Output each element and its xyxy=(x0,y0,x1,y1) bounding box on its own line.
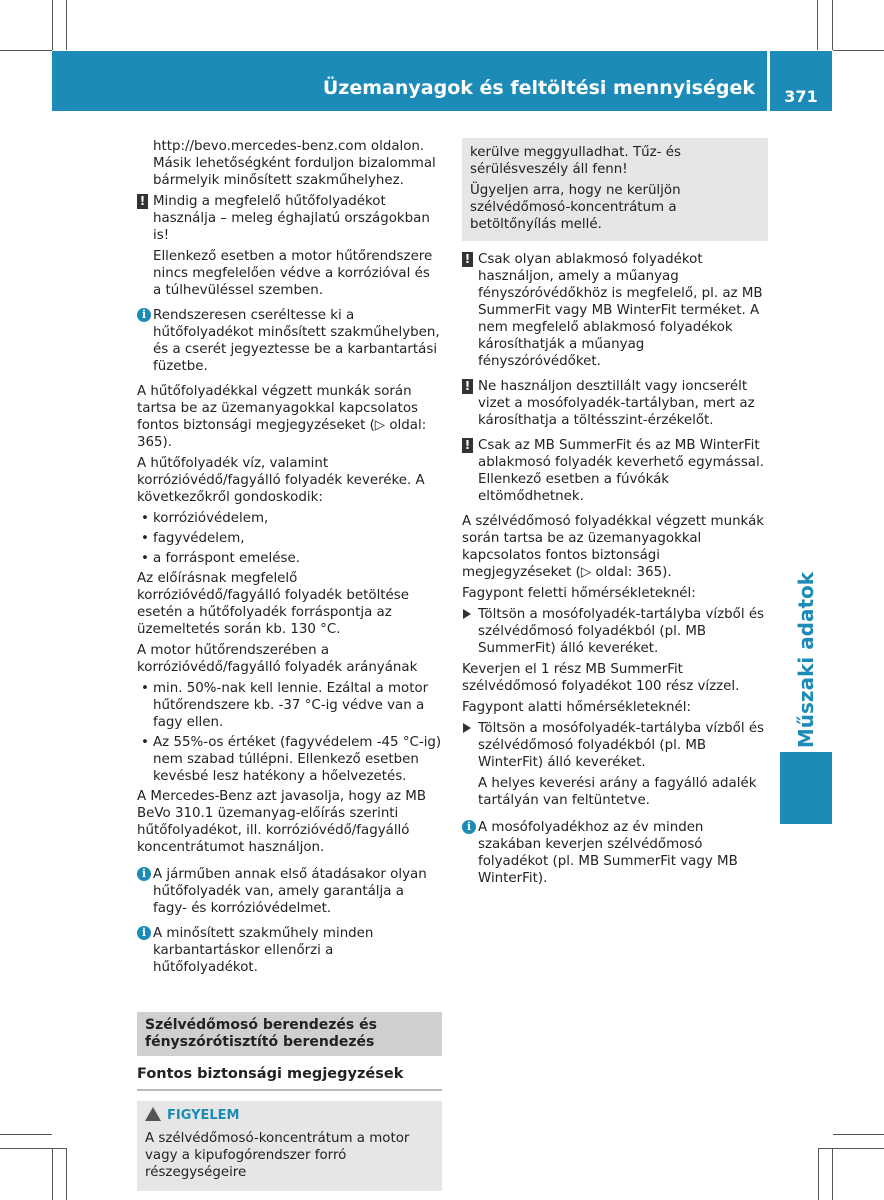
step-text: Töltsön a mosófolyadék-tartályba vízből és szélvédőmosó folyadékból (pl. MB WinterFit) álló keveréket. xyxy=(478,721,765,770)
list-item: • fagyvédelem, xyxy=(137,530,442,547)
page-title: Üzemanyagok és feltöltési mennyiségek xyxy=(322,77,755,99)
paragraph: Az előírásnak megfelelő korrózióvédő/fagyálló folyadék betöltése esetén a hűtőfolyadék forráspontja az üzemeltetés során kb. 130 °C. xyxy=(137,571,410,637)
paragraph: Mindig a megfelelő hűtőfolyadékot használja – meleg éghajlatú országokban is! xyxy=(153,194,430,243)
paragraph: A motor hűtőrendszerében a korrózióvédő/fagyálló folyadék arányának xyxy=(137,643,418,675)
crop-mark xyxy=(52,0,53,50)
list-item: • Az 55%-os értéket (fagyvédelem -45 °C-ig) nem szabad túllépni. Ellenkező esetben kevésbé lesz hatékony a hőelvezetés. xyxy=(137,734,442,785)
crop-mark xyxy=(66,0,67,50)
crop-mark xyxy=(66,1148,67,1200)
info-note xyxy=(137,866,442,917)
paragraph: Fagypont feletti hőmérsékleteknél: xyxy=(462,586,696,601)
crop-mark xyxy=(52,1148,53,1200)
paragraph: http://bevo.mercedes-benz.com oldalon. Másik lehetőségként forduljon bizalommal bármelyik minősített szakműhelyhez. xyxy=(153,139,436,188)
paragraph: Fagypont alatti hőmérsékleteknél: xyxy=(462,700,691,715)
paragraph: Ellenkező esetben a motor hűtőrendszere nincs megfelelően védve a korrózióval és a túlhevüléssel szemben. xyxy=(153,249,433,298)
paragraph: A mosófolyadékhoz az év minden szakában keverjen szélvédőmosó folyadékot (pl. MB SummerFit vagy MB WinterFit). xyxy=(478,820,738,886)
crop-mark xyxy=(818,1148,819,1200)
crop-mark xyxy=(0,50,52,51)
paragraph: Csak olyan ablakmosó folyadékot használjon, amely a műanyag fényszóróvédőkhöz is megfelelő, pl. az MB SummerFit vagy MB WinterFit terméket. A nem megfelelő ablakmosó folyadékok károsíthatják a műanyag fényszóróvédőket. xyxy=(478,252,763,369)
crop-mark xyxy=(0,1134,52,1135)
info-icon: i xyxy=(137,308,151,322)
warning-box xyxy=(137,1101,442,1191)
paragraph: Ne használjon desztillált vagy ioncserélt vizet a mosófolyadék-tartályban, mert az károsíthatja a töltésszint-érzékelőt. xyxy=(478,379,755,428)
crop-mark xyxy=(832,1148,833,1200)
crop-mark xyxy=(833,50,884,51)
caution-note xyxy=(462,437,768,505)
section-tab-marker xyxy=(780,752,832,824)
step-arrow-icon xyxy=(463,609,471,619)
page-number: 371 xyxy=(770,51,832,111)
list-item: • a forráspont emelése. xyxy=(137,550,442,567)
caution-note xyxy=(137,193,442,299)
paragraph: kerülve meggyulladhat. Tűz- és sérülésveszély áll fenn! xyxy=(470,145,681,177)
list-item: • min. 50%-nak kell lennie. Ezáltal a motor hűtőrendszere kb. -37 °C-ig védve van a fagy ellen. xyxy=(137,680,442,731)
caution-note xyxy=(462,251,768,370)
warning-box-continued xyxy=(462,138,768,241)
paragraph: A szélvédőmosó folyadékkal végzett munkák során tartsa be az üzemanyagokkal kapcsolatos fontos biztonsági megjegyzéseket (▷ oldal: 365). xyxy=(462,514,765,580)
info-note xyxy=(462,819,768,887)
paragraph: A minősített szakműhely minden karbantartáskor ellenőrzi a hűtőfolyadékot. xyxy=(153,926,374,975)
paragraph: Ügyeljen arra, hogy ne kerüljön szélvédőmosó-koncentrátum a betöltőnyílás mellé. xyxy=(470,183,681,232)
paragraph: Rendszeresen cseréltesse ki a hűtőfolyadékot minősített szakműhelyben, és a cserét jegyeztesse be a karbantartási füzetbe. xyxy=(153,308,440,374)
step-text: Töltsön a mosófolyadék-tartályba vízből és szélvédőmosó folyadékból (pl. MB SummerFit) álló keveréket. xyxy=(478,607,765,656)
crop-mark xyxy=(833,1134,884,1135)
left-column xyxy=(137,138,442,1191)
crop-mark xyxy=(832,0,833,50)
info-icon: i xyxy=(462,820,476,834)
step-arrow-icon xyxy=(463,723,471,733)
info-icon: i xyxy=(137,867,151,881)
crop-mark xyxy=(0,1148,66,1149)
crop-mark xyxy=(818,1148,884,1149)
paragraph: A Mercedes-Benz azt javasolja, hogy az MB BeVo 310.1 üzemanyag-előírás szerinti hűtőfolyadékot, ill. korrózióvédő/fagyálló koncentrátumot használjon. xyxy=(137,789,427,855)
section-tab xyxy=(780,570,832,750)
list-item: • korrózióvédelem, xyxy=(137,510,442,527)
header-bar xyxy=(52,51,767,111)
warning-title-row xyxy=(145,1107,434,1124)
exclamation-icon: ! xyxy=(462,252,473,267)
exclamation-icon: ! xyxy=(462,438,473,453)
paragraph: A helyes keverési arány a fagyálló adalék tartályán van feltüntetve. xyxy=(478,776,757,808)
section-tab-label: Műszaki adatok xyxy=(794,571,818,749)
crop-mark xyxy=(817,0,818,50)
caution-note xyxy=(462,378,768,429)
info-icon: i xyxy=(137,926,151,940)
paragraph: Csak az MB SummerFit és az MB WinterFit ablakmosó folyadék keverhető egymással. Ellenkező esetben a fúvókák eltömődhetnek. xyxy=(478,438,764,504)
paragraph: Keverjen el 1 rész MB SummerFit szélvédőmosó folyadékot 100 rész vízzel. xyxy=(462,662,740,694)
paragraph: A szélvédőmosó-koncentrátum a motor vagy a kipufogórendszer forró részegységeire xyxy=(145,1131,410,1180)
exclamation-icon: ! xyxy=(137,194,148,209)
instruction-step xyxy=(462,720,768,771)
warning-title: FIGYELEM xyxy=(167,1108,240,1123)
subsection-heading: Fontos biztonsági megjegyzések xyxy=(137,1066,442,1091)
info-note xyxy=(137,925,442,976)
warning-triangle-icon xyxy=(145,1107,161,1121)
info-note xyxy=(137,307,442,375)
instruction-step xyxy=(462,606,768,657)
paragraph: A járműben annak első átadásakor olyan hűtőfolyadék van, amely garantálja a fagy- és korrózióvédelmet. xyxy=(153,867,427,916)
paragraph: A hűtőfolyadékkal végzett munkák során tartsa be az üzemanyagokkal kapcsolatos fontos biztonsági megjegyzéseket (▷ oldal: 365). xyxy=(137,384,427,450)
right-column xyxy=(462,138,768,895)
section-heading: Szélvédőmosó berendezés és fényszórótisztító berendezés xyxy=(137,1012,442,1056)
exclamation-icon: ! xyxy=(462,379,473,394)
paragraph: A hűtőfolyadék víz, valamint korrózióvédő/fagyálló folyadék keveréke. A következőkről gondoskodik: xyxy=(137,456,425,505)
